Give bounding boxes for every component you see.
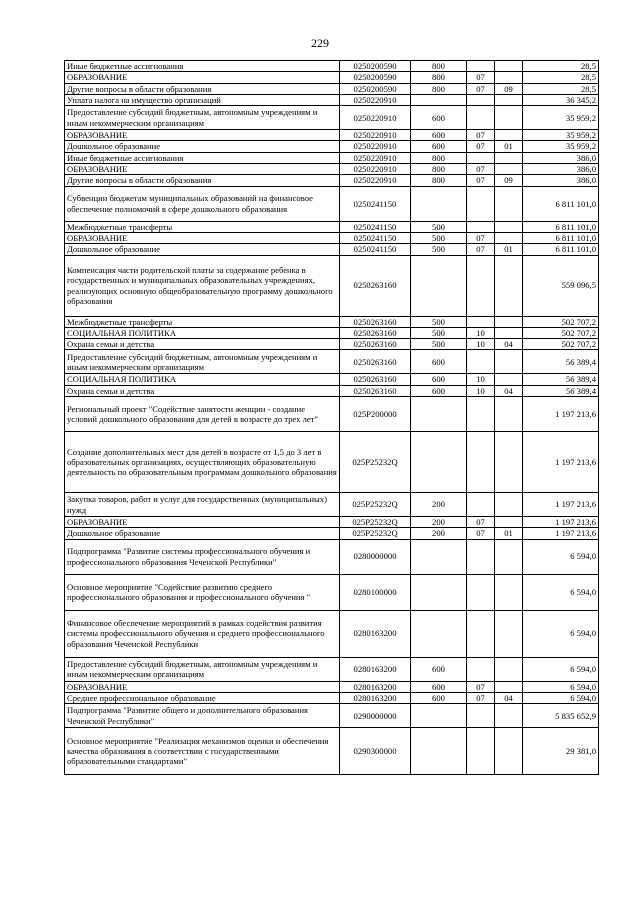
row-name: Закупка товаров, работ и услуг для государственных (муниципальных) нужд <box>65 493 340 517</box>
row-code: 0250220910 <box>340 175 411 186</box>
row-pr <box>495 350 523 374</box>
table-row <box>65 539 599 574</box>
table-row <box>65 72 599 83</box>
row-pr <box>495 681 523 692</box>
row-pr: 04 <box>495 692 523 703</box>
row-rz <box>467 728 495 775</box>
table-row <box>65 728 599 775</box>
row-rz <box>467 61 495 72</box>
row-rz: 07 <box>467 517 495 528</box>
row-rz <box>467 493 495 517</box>
row-rz <box>467 94 495 105</box>
row-vr <box>411 94 467 105</box>
row-pr <box>495 517 523 528</box>
row-vr <box>411 610 467 657</box>
table-row <box>65 374 599 385</box>
row-rz <box>467 574 495 610</box>
row-name: Создание дополнительных мест для детей в возрасте от 1,5 до 3 лет в образовательных организациях, осуществляющих образовательную деятельность по образовательным программам дошкольного образования <box>65 432 340 493</box>
row-name: Среднее профессиональное образование <box>65 692 340 703</box>
row-code: 0280163200 <box>340 692 411 703</box>
row-vr: 500 <box>411 221 467 232</box>
row-sum: 502 707,2 <box>523 316 599 327</box>
row-sum: 6 811 101,0 <box>523 221 599 232</box>
table-row <box>65 152 599 163</box>
row-rz <box>467 704 495 728</box>
row-name: Субвенции бюджетам муниципальных образований на финансовое обеспечение полномочий в сфере дошкольного образования <box>65 186 340 221</box>
row-rz <box>467 657 495 681</box>
row-name: Основное мероприятие "Содействие развитию среднего профессионального образования и профессионального обучения " <box>65 574 340 610</box>
table-row <box>65 244 599 255</box>
row-sum: 6 594,0 <box>523 692 599 703</box>
row-sum: 559 096,5 <box>523 255 599 316</box>
row-vr: 500 <box>411 244 467 255</box>
row-vr: 600 <box>411 657 467 681</box>
table-row <box>65 657 599 681</box>
row-pr <box>495 221 523 232</box>
row-sum: 1 197 213,6 <box>523 517 599 528</box>
row-vr: 200 <box>411 528 467 539</box>
row-vr: 800 <box>411 175 467 186</box>
row-vr: 600 <box>411 350 467 374</box>
table-row <box>65 141 599 152</box>
row-vr <box>411 728 467 775</box>
row-rz <box>467 152 495 163</box>
row-code: 0250220910 <box>340 152 411 163</box>
row-rz: 07 <box>467 244 495 255</box>
row-pr <box>495 164 523 175</box>
row-sum: 6 594,0 <box>523 610 599 657</box>
row-pr <box>495 539 523 574</box>
table-row <box>65 316 599 327</box>
row-name: Основное мероприятие "Реализация механизмов оценки и обеспечения качества образования в соответствии с государственными образовательными стандартами" <box>65 728 340 775</box>
row-code: 025P200000 <box>340 397 411 432</box>
row-pr: 01 <box>495 141 523 152</box>
table-row <box>65 528 599 539</box>
row-name: Финансовое обеспечение мероприятий в рамках содействия развития системы профессионального обучения и среднего профессионального образования Чеченской Республики <box>65 610 340 657</box>
row-name: ОБРАЗОВАНИЕ <box>65 232 340 243</box>
table-row <box>65 692 599 703</box>
row-name: Уплата налога на имущество организаций <box>65 94 340 105</box>
row-rz: 10 <box>467 339 495 350</box>
row-code: 0250220910 <box>340 130 411 141</box>
row-code: 0250200590 <box>340 83 411 94</box>
table-row <box>65 232 599 243</box>
row-vr: 600 <box>411 130 467 141</box>
row-pr <box>495 255 523 316</box>
row-sum: 6 811 101,0 <box>523 186 599 221</box>
row-code: 0250220910 <box>340 141 411 152</box>
row-pr: 04 <box>495 339 523 350</box>
row-sum: 386,0 <box>523 152 599 163</box>
row-sum: 56 389,4 <box>523 350 599 374</box>
row-code: 0290300000 <box>340 728 411 775</box>
row-code: 0250220910 <box>340 164 411 175</box>
row-name: Компенсация части родительской платы за содержание ребенка в государственных и муниципальных образовательных учреждениях, реализующих основную общеобразовательную программу дошкольного образования <box>65 255 340 316</box>
table-row <box>65 397 599 432</box>
row-sum: 28,5 <box>523 83 599 94</box>
row-code: 0280163200 <box>340 681 411 692</box>
row-code: 0290000000 <box>340 704 411 728</box>
row-rz: 07 <box>467 164 495 175</box>
row-pr <box>495 186 523 221</box>
row-vr: 600 <box>411 681 467 692</box>
row-sum: 35 959,2 <box>523 106 599 130</box>
row-vr: 200 <box>411 517 467 528</box>
table-row <box>65 517 599 528</box>
row-rz: 07 <box>467 130 495 141</box>
table-row <box>65 339 599 350</box>
row-vr: 500 <box>411 232 467 243</box>
row-sum: 56 389,4 <box>523 385 599 396</box>
table-row <box>65 610 599 657</box>
row-vr <box>411 539 467 574</box>
row-name: СОЦИАЛЬНАЯ ПОЛИТИКА <box>65 374 340 385</box>
row-sum: 502 707,2 <box>523 339 599 350</box>
row-rz: 07 <box>467 692 495 703</box>
row-code: 0250200590 <box>340 72 411 83</box>
row-pr <box>495 657 523 681</box>
table-row <box>65 94 599 105</box>
row-rz <box>467 610 495 657</box>
row-code: 0250263160 <box>340 255 411 316</box>
row-vr <box>411 432 467 493</box>
row-sum: 6 811 101,0 <box>523 244 599 255</box>
table-row <box>65 83 599 94</box>
row-vr: 800 <box>411 72 467 83</box>
row-rz: 07 <box>467 141 495 152</box>
row-vr <box>411 574 467 610</box>
table-row <box>65 350 599 374</box>
row-vr: 600 <box>411 106 467 130</box>
table-row <box>65 186 599 221</box>
row-rz <box>467 221 495 232</box>
row-pr <box>495 397 523 432</box>
row-pr <box>495 152 523 163</box>
table-row <box>65 106 599 130</box>
budget-table <box>64 60 599 775</box>
row-name: Дошкольное образование <box>65 141 340 152</box>
table-row <box>65 681 599 692</box>
row-sum: 6 594,0 <box>523 574 599 610</box>
page-number: 229 <box>311 36 329 50</box>
table-row <box>65 221 599 232</box>
row-rz <box>467 432 495 493</box>
row-rz: 10 <box>467 385 495 396</box>
row-name: ОБРАЗОВАНИЕ <box>65 72 340 83</box>
row-name: Иные бюджетные ассигнования <box>65 61 340 72</box>
row-vr: 800 <box>411 61 467 72</box>
row-code: 0250263160 <box>340 374 411 385</box>
row-vr <box>411 255 467 316</box>
row-sum: 1 197 213,6 <box>523 397 599 432</box>
row-code: 0250220910 <box>340 106 411 130</box>
row-rz: 07 <box>467 681 495 692</box>
row-vr: 800 <box>411 83 467 94</box>
table-row <box>65 432 599 493</box>
row-code: 0280100000 <box>340 574 411 610</box>
row-rz <box>467 186 495 221</box>
row-vr <box>411 397 467 432</box>
row-sum: 502 707,2 <box>523 327 599 338</box>
row-code: 0250263160 <box>340 339 411 350</box>
row-pr <box>495 493 523 517</box>
row-vr: 500 <box>411 327 467 338</box>
table-row <box>65 704 599 728</box>
row-name: Межбюджетные трансферты <box>65 221 340 232</box>
row-rz: 07 <box>467 83 495 94</box>
row-name: Дошкольное образование <box>65 244 340 255</box>
row-name: СОЦИАЛЬНАЯ ПОЛИТИКА <box>65 327 340 338</box>
row-code: 0250241150 <box>340 221 411 232</box>
row-rz <box>467 350 495 374</box>
row-rz <box>467 255 495 316</box>
row-vr: 600 <box>411 141 467 152</box>
row-name: Дошкольное образование <box>65 528 340 539</box>
row-pr: 09 <box>495 83 523 94</box>
row-rz: 07 <box>467 232 495 243</box>
row-vr: 200 <box>411 493 467 517</box>
row-code: 0250241150 <box>340 186 411 221</box>
row-code: 0250241150 <box>340 244 411 255</box>
row-sum: 6 811 101,0 <box>523 232 599 243</box>
table-row <box>65 255 599 316</box>
row-rz <box>467 106 495 130</box>
row-vr: 600 <box>411 385 467 396</box>
row-code: 025P25232Q <box>340 493 411 517</box>
row-pr: 01 <box>495 528 523 539</box>
row-name: Охрана семьи и детства <box>65 385 340 396</box>
row-sum: 28,5 <box>523 61 599 72</box>
row-pr <box>495 72 523 83</box>
row-pr <box>495 610 523 657</box>
row-rz: 07 <box>467 175 495 186</box>
row-rz <box>467 397 495 432</box>
row-vr <box>411 186 467 221</box>
row-sum: 36 345,2 <box>523 94 599 105</box>
row-code: 0250263160 <box>340 385 411 396</box>
row-rz: 10 <box>467 374 495 385</box>
row-vr: 600 <box>411 374 467 385</box>
row-name: Предоставление субсидий бюджетным, автономным учреждениям и иным некоммерческим организациям <box>65 106 340 130</box>
row-sum: 29 381,0 <box>523 728 599 775</box>
table-row <box>65 130 599 141</box>
row-code: 0280163200 <box>340 657 411 681</box>
row-pr <box>495 327 523 338</box>
row-vr: 500 <box>411 316 467 327</box>
row-code: 025P25232Q <box>340 528 411 539</box>
row-sum: 386,0 <box>523 164 599 175</box>
row-name: ОБРАЗОВАНИЕ <box>65 164 340 175</box>
row-pr <box>495 374 523 385</box>
budget-table-body <box>65 61 599 775</box>
row-sum: 35 959,2 <box>523 141 599 152</box>
row-code: 0280163200 <box>340 610 411 657</box>
row-vr: 800 <box>411 164 467 175</box>
row-code: 0280000000 <box>340 539 411 574</box>
row-pr <box>495 432 523 493</box>
row-code: 0250241150 <box>340 232 411 243</box>
row-name: Подпрограмма "Развитие общего и дополнительного образования Чеченской Республики" <box>65 704 340 728</box>
row-code: 025P25232Q <box>340 432 411 493</box>
row-rz: 10 <box>467 327 495 338</box>
row-sum: 28,5 <box>523 72 599 83</box>
table-row <box>65 164 599 175</box>
row-name: Предоставление субсидий бюджетным, автономным учреждениям и иным некоммерческим организациям <box>65 657 340 681</box>
row-pr <box>495 704 523 728</box>
row-rz <box>467 539 495 574</box>
row-sum: 1 197 213,6 <box>523 432 599 493</box>
row-rz <box>467 316 495 327</box>
row-pr <box>495 574 523 610</box>
row-pr <box>495 94 523 105</box>
row-code: 0250263160 <box>340 327 411 338</box>
row-name: ОБРАЗОВАНИЕ <box>65 517 340 528</box>
row-sum: 6 594,0 <box>523 539 599 574</box>
table-row <box>65 385 599 396</box>
row-code: 0250220910 <box>340 94 411 105</box>
row-sum: 386,0 <box>523 175 599 186</box>
row-code: 0250200590 <box>340 61 411 72</box>
row-name: ОБРАЗОВАНИЕ <box>65 130 340 141</box>
row-sum: 56 389,4 <box>523 374 599 385</box>
row-pr <box>495 232 523 243</box>
row-pr <box>495 316 523 327</box>
row-name: Региональный проект "Содействие занятости женщин - создание условий дошкольного образования для детей в возрасте до трех лет" <box>65 397 340 432</box>
table-row <box>65 61 599 72</box>
row-pr: 01 <box>495 244 523 255</box>
row-sum: 1 197 213,6 <box>523 528 599 539</box>
row-vr: 500 <box>411 339 467 350</box>
row-code: 025P25232Q <box>340 517 411 528</box>
row-name: Иные бюджетные ассигнования <box>65 152 340 163</box>
row-sum: 35 959,2 <box>523 130 599 141</box>
row-pr <box>495 130 523 141</box>
row-sum: 5 835 652,9 <box>523 704 599 728</box>
row-name: Другие вопросы в области образования <box>65 175 340 186</box>
row-pr: 04 <box>495 385 523 396</box>
row-vr: 800 <box>411 152 467 163</box>
row-vr: 600 <box>411 692 467 703</box>
row-name: Другие вопросы в области образования <box>65 83 340 94</box>
row-sum: 1 197 213,6 <box>523 493 599 517</box>
table-row <box>65 574 599 610</box>
row-code: 0250263160 <box>340 316 411 327</box>
row-name: Охрана семьи и детства <box>65 339 340 350</box>
row-name: Предоставление субсидий бюджетным, автономным учреждениям и иным некоммерческим организациям <box>65 350 340 374</box>
row-rz: 07 <box>467 72 495 83</box>
row-name: Подпрограмма "Развитие системы профессионального обучения и профессионального образования Чеченской Республики" <box>65 539 340 574</box>
row-name: ОБРАЗОВАНИЕ <box>65 681 340 692</box>
row-code: 0250263160 <box>340 350 411 374</box>
row-name: Межбюджетные трансферты <box>65 316 340 327</box>
row-rz: 07 <box>467 528 495 539</box>
row-vr <box>411 704 467 728</box>
row-pr: 09 <box>495 175 523 186</box>
table-row <box>65 175 599 186</box>
row-sum: 6 594,0 <box>523 657 599 681</box>
row-pr <box>495 728 523 775</box>
row-sum: 6 594,0 <box>523 681 599 692</box>
table-row <box>65 493 599 517</box>
table-row <box>65 327 599 338</box>
row-pr <box>495 106 523 130</box>
row-pr <box>495 61 523 72</box>
